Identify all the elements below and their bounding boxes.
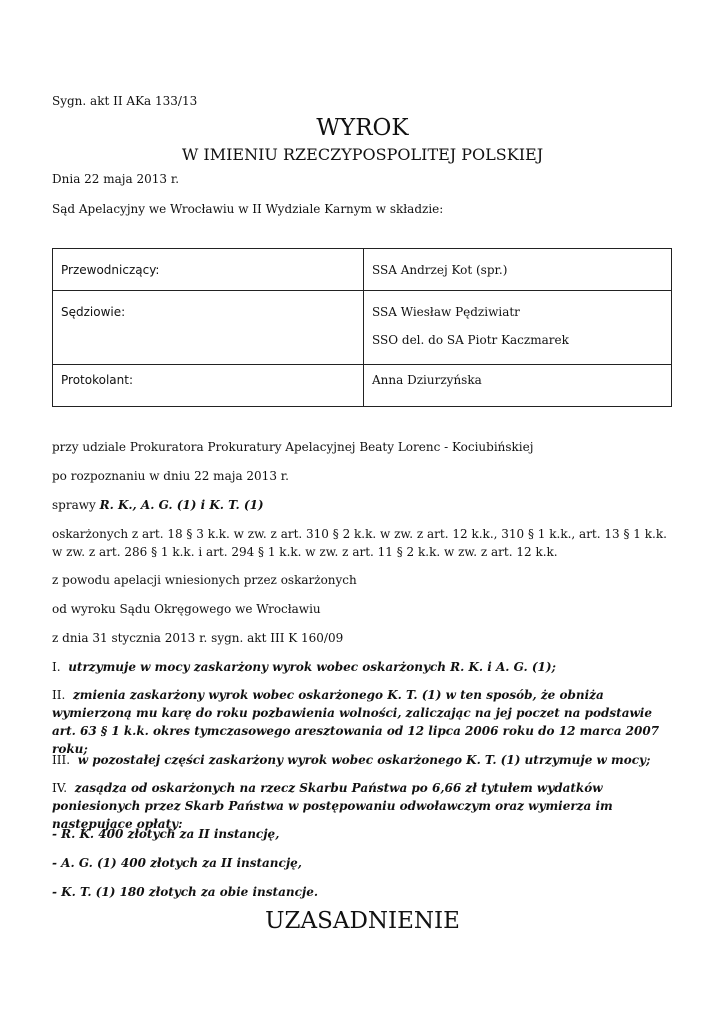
ruling-item (52, 779, 676, 833)
fee-item: - R. K. 400 złotych za II instancję, (52, 827, 280, 841)
case-parties: R. K., A. G. (1) i K. T. (1) (99, 498, 264, 512)
ruling-item (52, 751, 676, 769)
fee-item: - K. T. (1) 180 złotych za obie instancje. (52, 885, 319, 899)
charges-paragraph: oskarżonych z art. 18 § 3 k.k. w zw. z art. 310 § 2 k.k. w zw. z art. 12 k.k., 310 § 1 k.k., art. 13 § 1 k.k. w zw. z art. 286 § 1 k.k. i art. 294 § 1 k.k. w zw. z art. 11 § 2 k.k. w zw. z art. 12 k.k. (52, 527, 667, 559)
name-cell (364, 291, 672, 365)
court-composition-intro: Sąd Apelacyjny we Wrocławiu w II Wydziale Karnym w składzie: (52, 202, 444, 216)
ruling-text: zmienia zaskarżony wyrok wobec oskarżonego K. T. (1) w ten sposób, że obniża wymierzoną mu karę do roku pozbawienia wolności, zaliczając na jej poczet na podstawie art. 63 § 1 k.k. okres tymczasowego aresztowania od 12 lipca 2006 roku do 12 marca 2007 roku; (52, 688, 660, 756)
judge-name: SSO del. do SA Piotr Kaczmarek (372, 333, 569, 347)
ruling-text: w pozostałej części zaskarżony wyrok wobec oskarżonego K. T. (1) utrzymuje w mocy; (77, 753, 651, 767)
ruling-item (52, 658, 676, 676)
table-row (53, 365, 672, 407)
ruling-number: IV. (52, 781, 68, 795)
judgment-date-line: z dnia 31 stycznia 2013 r. sygn. akt III K 160/09 (52, 631, 344, 645)
name-cell: Anna Dziurzyńska (364, 365, 672, 407)
table-row (53, 291, 672, 365)
justification-heading: UZASADNIENIE (265, 908, 460, 934)
judgment-title: WYROK (316, 115, 409, 141)
role-cell: Protokolant: (53, 365, 364, 407)
role-cell: Sędziowie: (53, 291, 364, 365)
judgment-subtitle: W IMIENIU RZECZYPOSPOLITEJ POLSKIEJ (181, 145, 544, 164)
ruling-text: zasądza od oskarżonych na rzecz Skarbu Państwa po 6,66 zł tytułem wydatków poniesionych przez Skarb Państwa w postępowaniu odwoławczym oraz wymierza im następujące opłaty: (52, 781, 613, 831)
ruling-text: utrzymuje w mocy zaskarżony wyrok wobec oskarżonych R. K. i A. G. (1); (68, 660, 556, 674)
judgment-date: Dnia 22 maja 2013 r. (52, 172, 180, 186)
hearing-line: po rozpoznaniu w dniu 22 maja 2013 r. (52, 469, 289, 483)
name-cell: SSA Andrzej Kot (spr.) (364, 249, 672, 291)
judge-name: SSA Wiesław Pędziwiatr (372, 305, 520, 319)
judgment-from-line: od wyroku Sądu Okręgowego we Wrocławiu (52, 602, 321, 616)
ruling-number: II. (52, 688, 66, 702)
table-row (53, 249, 672, 291)
role-cell: Przewodniczący: (53, 249, 364, 291)
ruling-item (52, 686, 676, 758)
case-prefix: sprawy (52, 498, 100, 512)
case-signature: Sygn. akt II AKa 133/13 (52, 94, 198, 108)
court-composition-table (52, 248, 672, 407)
ruling-number: III. (52, 753, 71, 767)
fee-item: - A. G. (1) 400 złotych za II instancję, (52, 856, 302, 870)
ruling-number: I. (52, 660, 61, 674)
case-line (52, 497, 264, 513)
prosecutor-line: przy udziale Prokuratora Prokuratury Apelacyjnej Beaty Lorenc - Kociubińskiej (52, 440, 534, 454)
appeal-line: z powodu apelacji wniesionych przez oskarżonych (52, 573, 357, 587)
